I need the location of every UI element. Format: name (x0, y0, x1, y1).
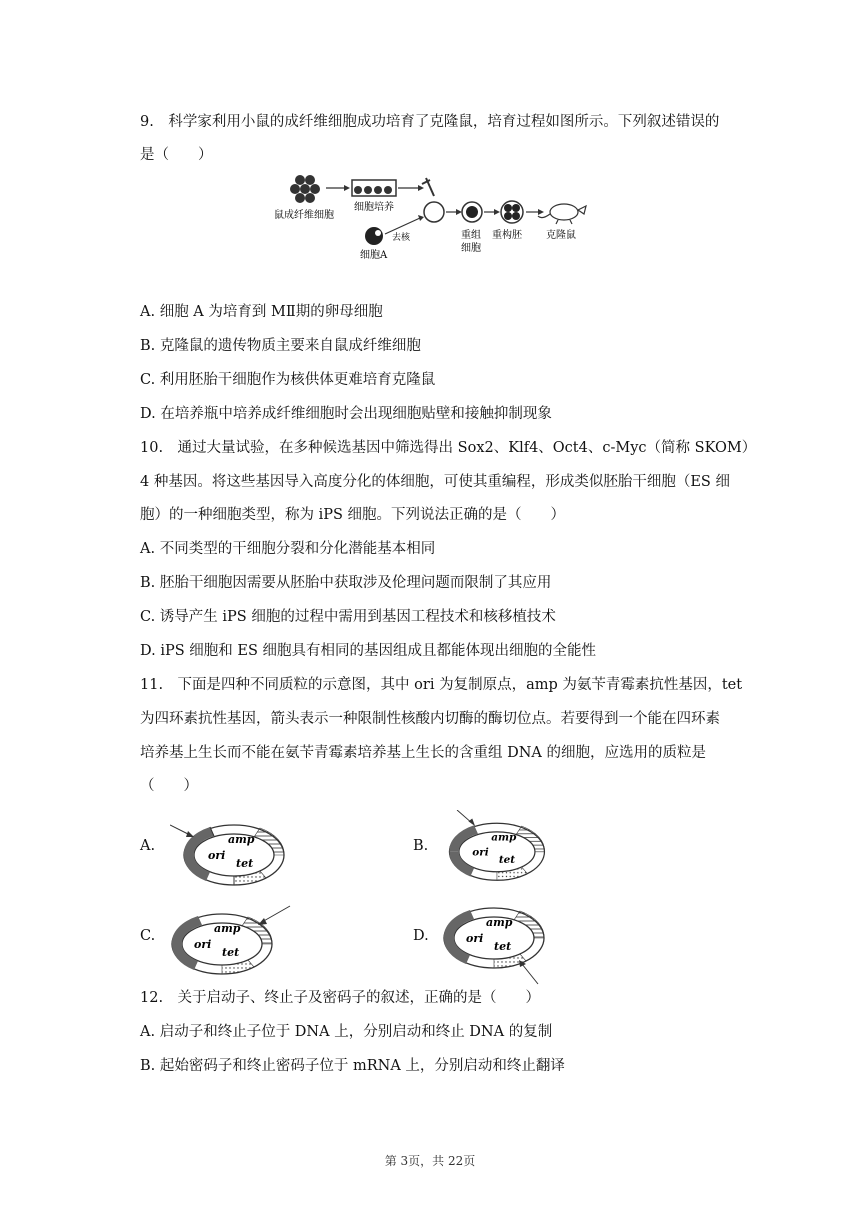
cell-culture-icon (352, 180, 396, 196)
reconstructed-embryo-icon (501, 201, 523, 223)
clone-mouse-icon (538, 204, 586, 224)
q10-stem-line1: 10. 通过大量试验，在多种候选基因中筛选得出 Sox2、Klf4、Oct4、c-Myc（简称 SKOM） (140, 440, 757, 456)
q9-option-a: A. 细胞 A 为培育到 MⅡ期的卵母细胞 (140, 304, 383, 320)
plasmid-a-diagram (170, 815, 288, 891)
q9-option-b: B. 克隆鼠的遗传物质主要来自鼠成纤维细胞 (140, 338, 421, 354)
plasmid-b-diagram (437, 810, 555, 886)
q11-stem-line1: 11. 下面是四种不同质粒的示意图，其中 ori 为复制原点，amp 为氨苄青霉素抗性基因，tet (140, 677, 743, 693)
q12-stem: 12. 关于启动子、终止子及密码子的叙述，正确的是（ ） (140, 990, 541, 1006)
plasmid-d-amp: amp (486, 916, 513, 929)
label-clone: 克隆鼠 (546, 230, 576, 241)
plasmid-c-amp: amp (214, 922, 241, 935)
q9-stem-line2: 是（ ） (140, 147, 213, 163)
q9-stem-line1: 9. 科学家利用小鼠的成纤维细胞成功培育了克隆鼠，培育过程如图所示。下列叙述错误的 (140, 114, 720, 130)
q9-option-c: C. 利用胚胎干细胞作为核供体更难培育克隆鼠 (140, 372, 436, 388)
label-fibroblast: 鼠成纤维细胞 (274, 210, 334, 221)
label-cell-a: 细胞A (360, 250, 388, 261)
cloning-process-figure (268, 170, 598, 266)
q10-option-d: D. iPS 细胞和 ES 细胞具有相同的基因组成且都能体现出细胞的全能性 (140, 643, 596, 659)
plasmid-d-diagram (440, 900, 550, 986)
label-recombined2: 细胞 (461, 243, 481, 254)
plasmid-c-tet: tet (222, 946, 240, 959)
label-enucleate: 去核 (392, 233, 411, 243)
q12-option-b: B. 起始密码子和终止密码子位于 mRNA 上，分别启动和终止翻译 (140, 1058, 565, 1074)
plasmid-c-ori: ori (194, 938, 212, 951)
label-recombined1: 重组 (461, 230, 481, 241)
label-embryo: 重构胚 (492, 230, 522, 241)
q11-option-b-letter: B. (413, 838, 429, 854)
q10-option-b: B. 胚胎干细胞因需要从胚胎中获取涉及伦理问题而限制了其应用 (140, 575, 552, 591)
plasmid-d-tet: tet (494, 940, 512, 953)
q11-stem-line3: 培养基上生长而不能在氨苄青霉素培养基上生长的含重组 DNA 的细胞，应选用的质粒是 (140, 745, 706, 761)
plasmid-c-diagram (168, 902, 292, 978)
plasmid-b-tet: tet (498, 854, 516, 867)
label-culture: 细胞培养 (354, 202, 394, 213)
plasmid-a-ori: ori (208, 849, 226, 862)
q10-option-c: C. 诱导产生 iPS 细胞的过程中需用到基因工程技术和核移植技术 (140, 609, 556, 625)
plasmid-b-ori: ori (472, 846, 489, 859)
plasmid-d-ori: ori (466, 932, 484, 945)
q11-stem-line2: 为四环素抗性基因，箭头表示一种限制性核酸内切酶的酶切位点。若要得到一个能在四环素 (140, 711, 720, 727)
q10-stem-line3: 胞）的一种细胞类型，称为 iPS 细胞。下列说法正确的是（ ） (140, 507, 566, 523)
fibroblast-cluster-icon (290, 175, 320, 203)
page-footer: 第 3页，共 22页 (384, 1154, 476, 1168)
q12-option-a: A. 启动子和终止子位于 DNA 上，分别启动和终止 DNA 的复制 (140, 1024, 553, 1040)
cell-a-icon (365, 227, 383, 245)
q9-option-d: D. 在培养瓶中培养成纤维细胞时会出现细胞贴壁和接触抑制现象 (140, 406, 552, 422)
q11-option-c-letter: C. (140, 928, 156, 944)
q11-option-d-letter: D. (413, 928, 429, 944)
q10-option-a: A. 不同类型的干细胞分裂和分化潜能基本相同 (140, 541, 436, 557)
q11-stem-line4: （ ） (140, 778, 198, 794)
plasmid-b-amp: amp (491, 831, 517, 844)
plasmid-a-amp: amp (228, 833, 255, 846)
q11-option-a-letter: A. (140, 838, 156, 854)
plasmid-a-tet: tet (236, 857, 254, 870)
q10-stem-line2: 4 种基因。将这些基因导入高度分化的体细胞，可使其重编程，形成类似胚胎干细胞（ES 细 (140, 474, 730, 490)
enucleated-egg-icon (424, 202, 444, 222)
